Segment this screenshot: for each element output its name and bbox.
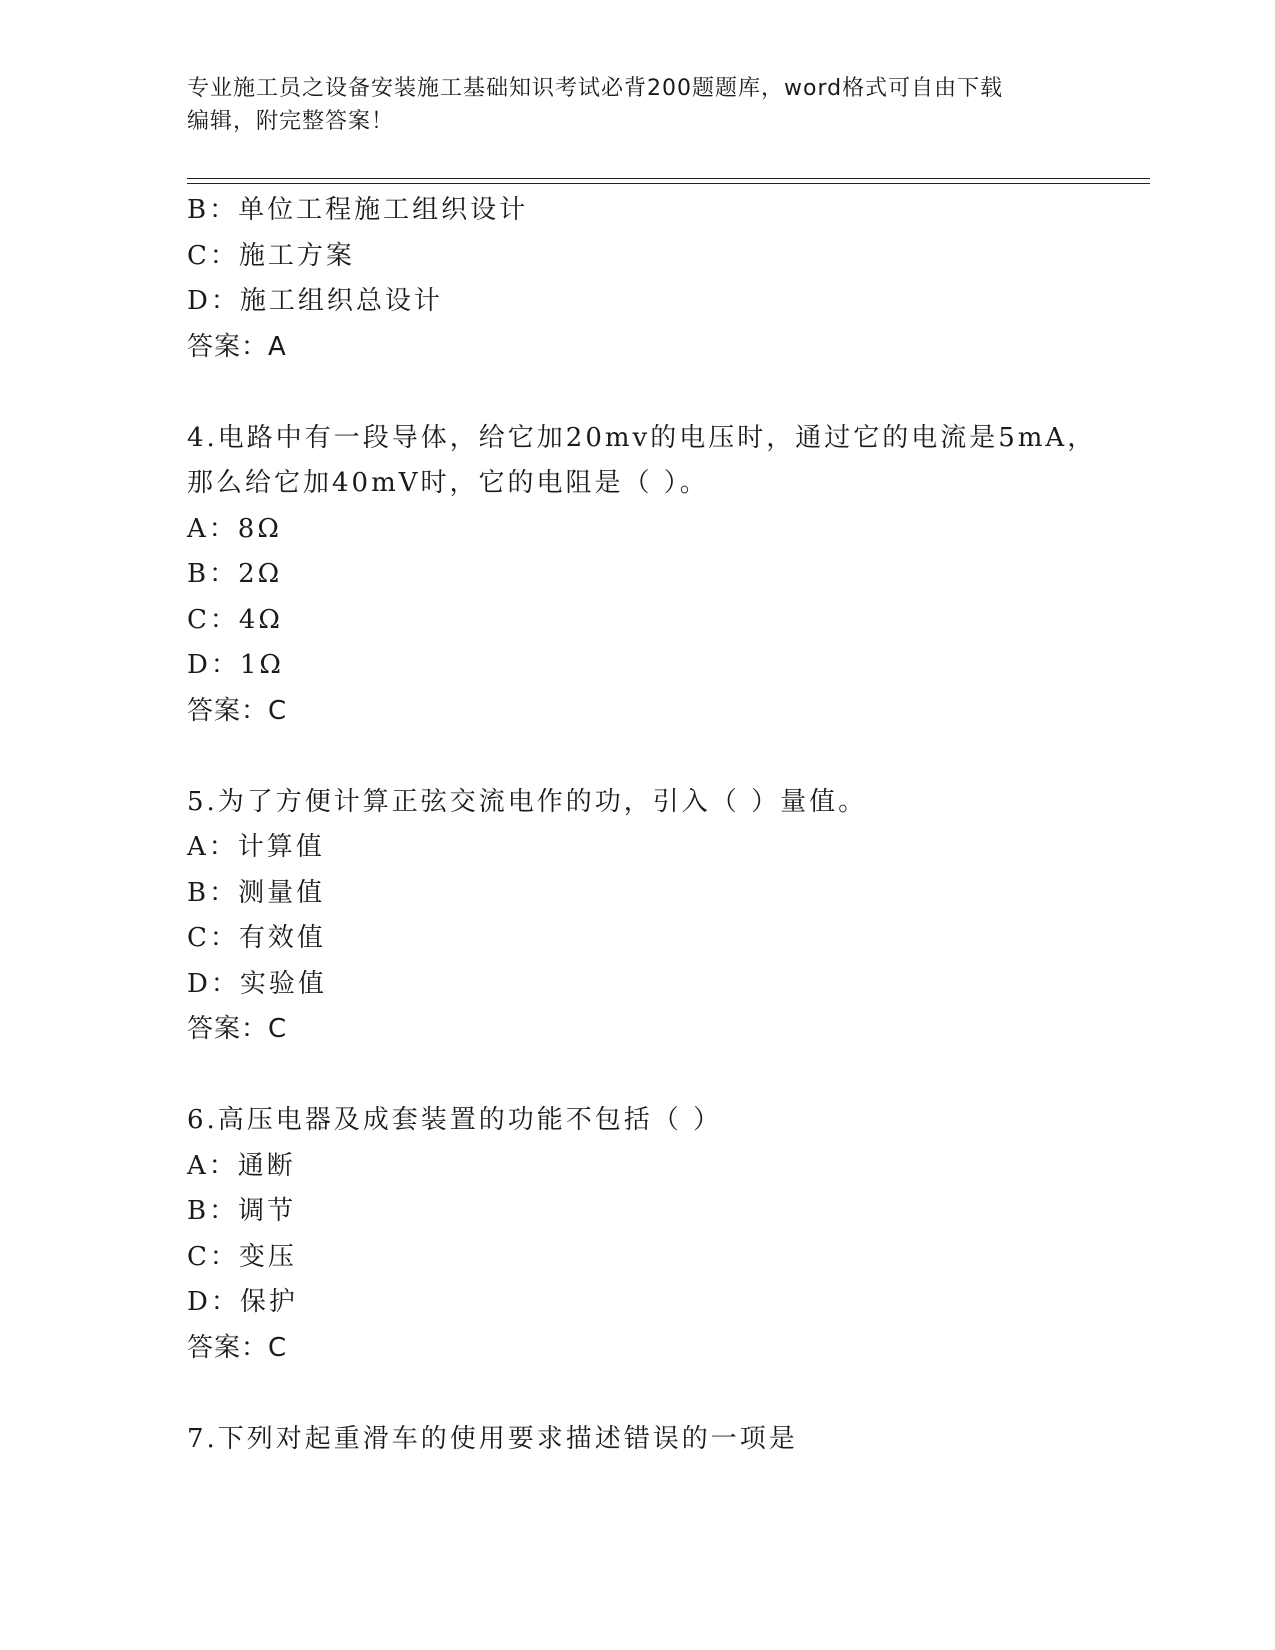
option-d: D：施工组织总设计 (187, 286, 443, 316)
header-title-line-2: 编辑，附完整答案！ (187, 109, 395, 134)
question-4 (187, 416, 1150, 735)
option-a: A：通断 (187, 1150, 296, 1181)
option-b: B：单位工程施工组织设计 (187, 195, 529, 225)
option-b: B：测量值 (187, 877, 326, 908)
answer-line: 答案：C (187, 695, 288, 726)
header-title-line-1: 专业施工员之设备安装施工基础知识考试必背200题题库，word格式可自由下载 (187, 76, 1004, 101)
option-d: D：保护 (187, 1287, 298, 1317)
answer-line: 答案：C (187, 1014, 288, 1044)
question-stem-line-1: 4.电路中有一段导体，给它加20mv的电压时，通过它的电流是5mA， (187, 422, 1097, 453)
answer-line: 答案：A (187, 331, 287, 362)
header-rule-bottom (187, 183, 1150, 184)
question-spacer (187, 1053, 1150, 1099)
question-spacer (187, 370, 1150, 416)
option-c: C：施工方案 (187, 240, 355, 271)
option-a: A：8Ω (187, 513, 282, 544)
option-c: C：4Ω (187, 604, 283, 635)
question-list (187, 188, 1150, 1462)
question-5 (187, 780, 1150, 1053)
option-c: C：有效值 (187, 923, 326, 953)
question-7 (187, 1417, 1150, 1463)
option-c: C：变压 (187, 1241, 297, 1272)
question-stem-line-1: 5.为了方便计算正弦交流电作的功，引入（ ）量值。 (187, 786, 868, 817)
question-spacer (187, 734, 1150, 780)
answer-line: 答案：C (187, 1332, 288, 1363)
option-b: B：2Ω (187, 559, 283, 589)
header-rule-top (187, 178, 1150, 179)
question-stem-line-1: 7.下列对起重滑车的使用要求描述错误的一项是 (187, 1423, 798, 1454)
question-stem-line-2: 那么给它加40mV时，它的电阻是（ ）。 (187, 468, 709, 498)
question-3 (187, 188, 1150, 370)
question-spacer (187, 1371, 1150, 1417)
question-6 (187, 1098, 1150, 1371)
option-b: B：调节 (187, 1196, 297, 1226)
document-header (187, 72, 1067, 138)
question-stem-line-1: 6.高压电器及成套装置的功能不包括（ ） (187, 1105, 723, 1135)
option-d: D：1Ω (187, 650, 284, 680)
option-d: D：实验值 (187, 968, 327, 999)
option-a: A：计算值 (187, 832, 325, 862)
